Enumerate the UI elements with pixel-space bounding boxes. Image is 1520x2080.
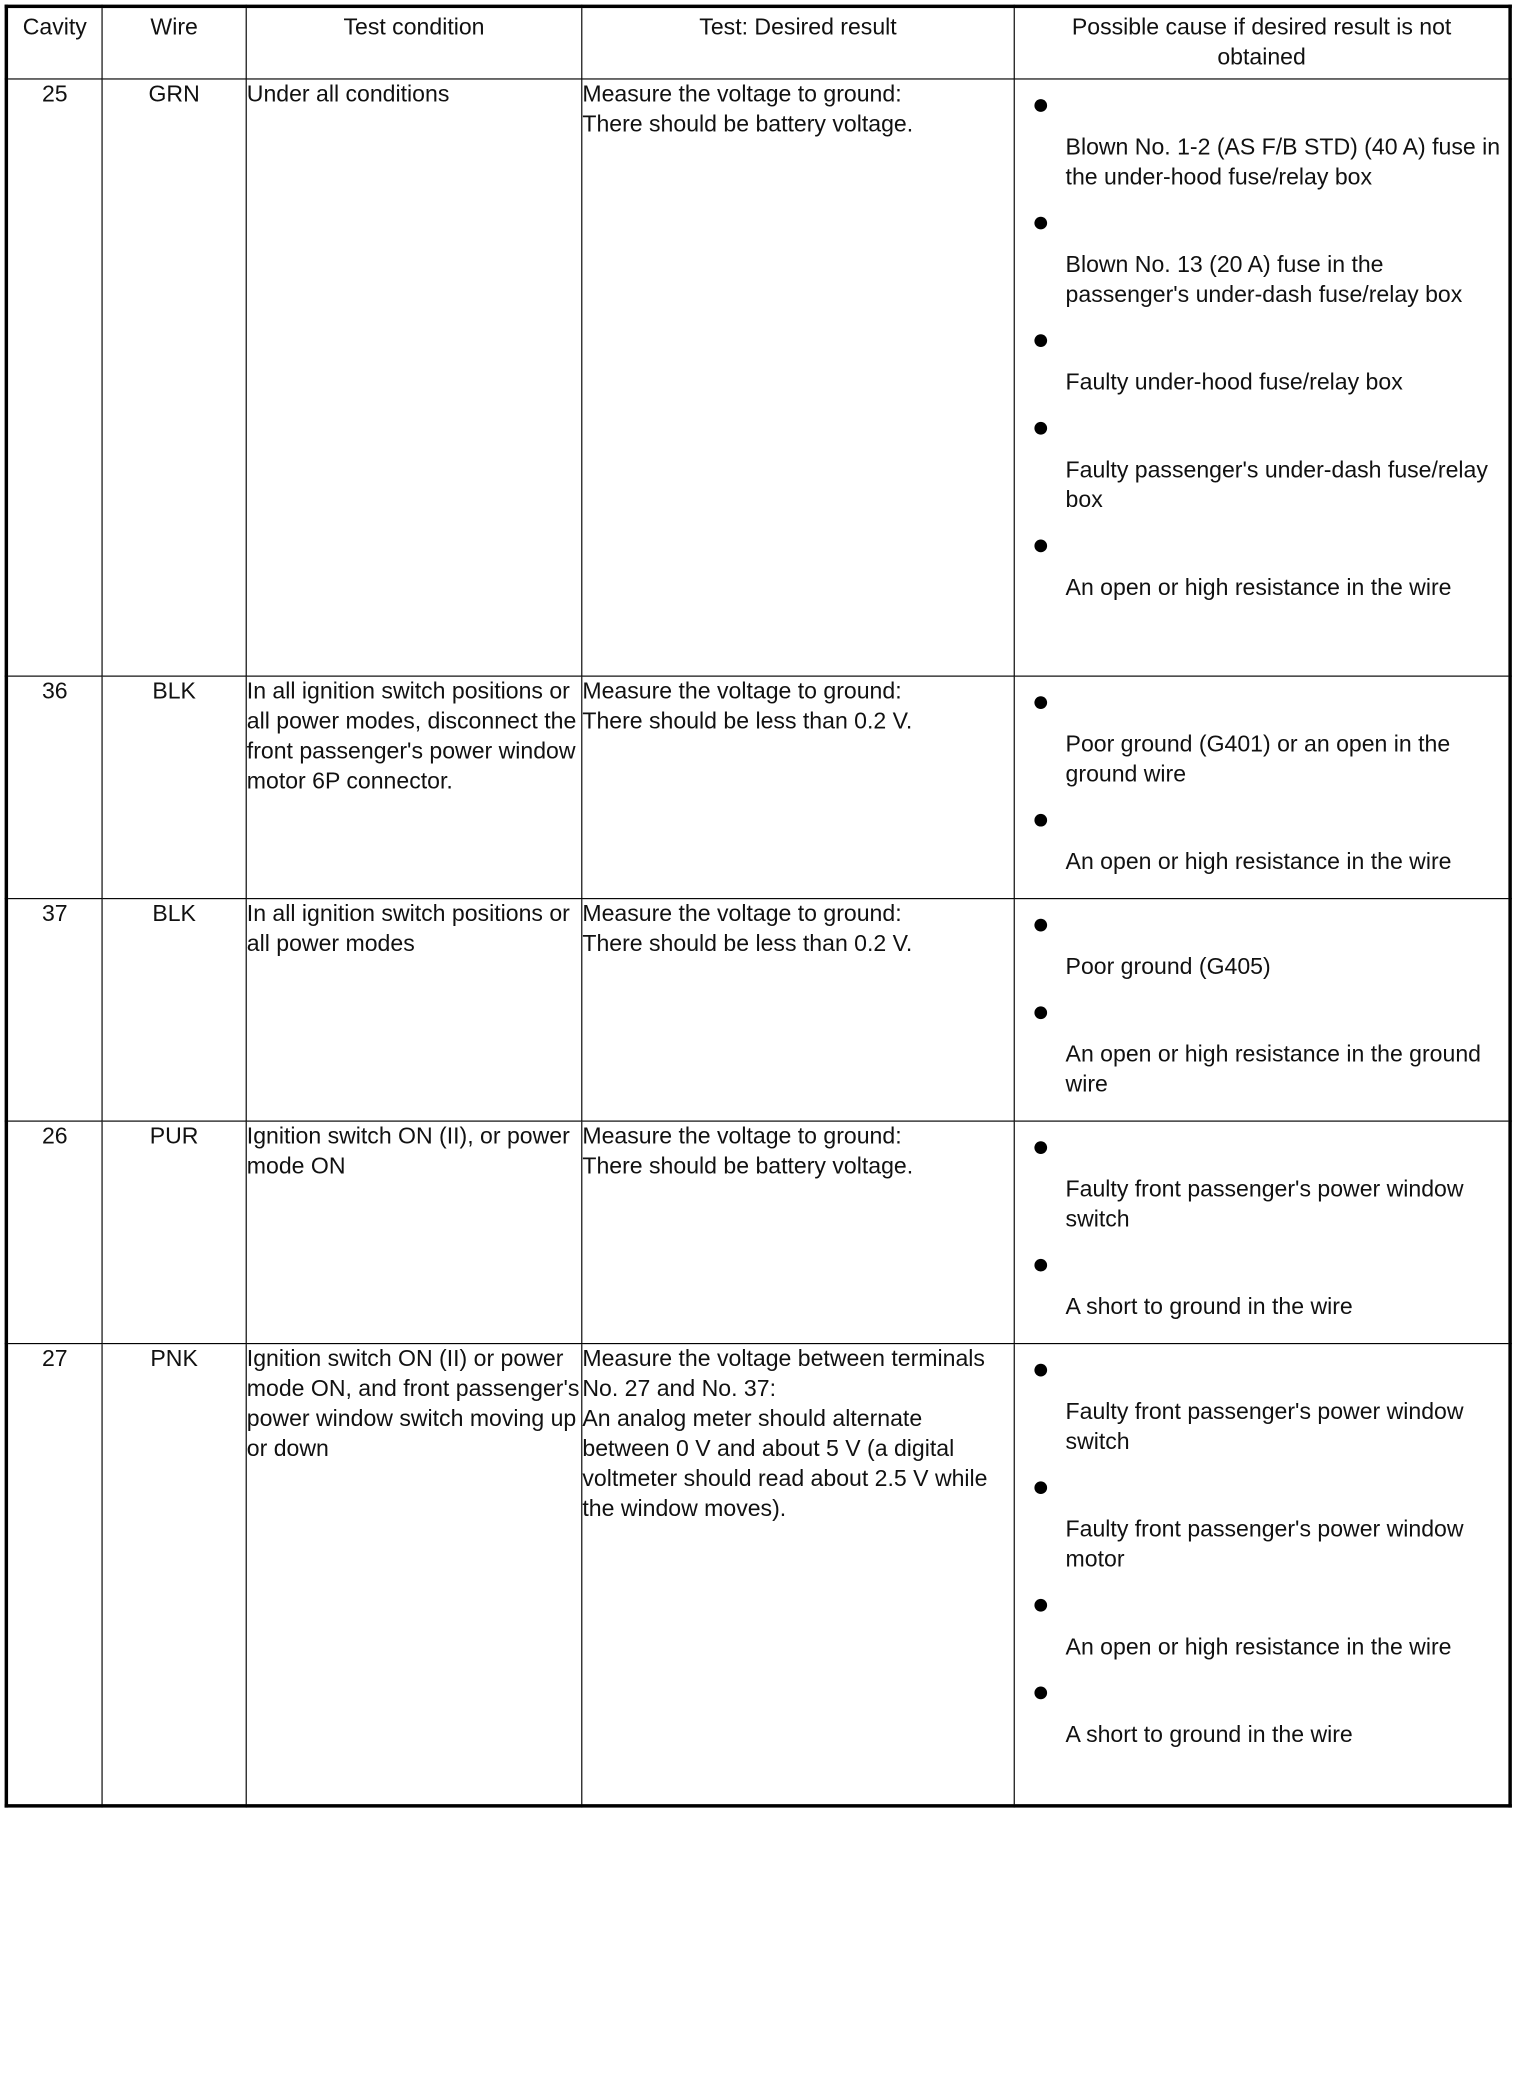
cause-text: An open or high resistance in the wire bbox=[1065, 575, 1452, 601]
cause-text: Poor ground (G405) bbox=[1065, 954, 1271, 980]
test-condition-cell: Ignition switch ON (II) or power mode ON, and front passenger's power window switch moving up or down bbox=[246, 1344, 582, 1806]
header-wire: Wire bbox=[102, 6, 246, 79]
cause-text: An open or high resistance in the wire bbox=[1065, 849, 1452, 875]
list-item bbox=[1015, 1235, 1509, 1323]
bullet-icon bbox=[1034, 1364, 1047, 1377]
bullet-icon bbox=[1034, 217, 1047, 230]
header-test-condition: Test condition bbox=[246, 6, 582, 79]
list-item bbox=[1015, 982, 1509, 1100]
diagnostic-table bbox=[5, 5, 1512, 1808]
header-possible-cause: Possible cause if desired result is not obtained bbox=[1014, 6, 1510, 79]
desired-result-cell: Measure the voltage to ground: There should be battery voltage. bbox=[582, 79, 1014, 676]
cause-text: Blown No. 1-2 (AS F/B STD) (40 A) fuse in the under-hood fuse/relay box bbox=[1065, 134, 1501, 191]
cavity-cell: 37 bbox=[6, 899, 102, 1121]
possible-cause-cell bbox=[1014, 899, 1510, 1121]
list-item bbox=[1015, 1457, 1509, 1575]
cause-text: A short to ground in the wire bbox=[1065, 1294, 1353, 1320]
list-item bbox=[1015, 1122, 1509, 1235]
cause-list bbox=[1015, 1344, 1509, 1750]
list-item bbox=[1015, 80, 1509, 193]
list-item bbox=[1015, 899, 1509, 982]
list-item bbox=[1015, 515, 1509, 603]
cause-list bbox=[1015, 677, 1509, 878]
list-item bbox=[1015, 310, 1509, 398]
cause-text: Faulty passenger's under-dash fuse/relay box bbox=[1065, 457, 1488, 513]
bullet-icon bbox=[1034, 334, 1047, 347]
cause-list bbox=[1015, 80, 1509, 603]
list-item bbox=[1015, 790, 1509, 878]
cause-text: Faulty under-hood fuse/relay box bbox=[1065, 370, 1403, 396]
cavity-cell: 25 bbox=[6, 79, 102, 676]
wire-cell: PNK bbox=[102, 1344, 246, 1806]
cavity-cell: 26 bbox=[6, 1121, 102, 1343]
table-row bbox=[6, 676, 1510, 898]
table-row bbox=[6, 899, 1510, 1121]
bullet-icon bbox=[1034, 99, 1047, 112]
possible-cause-cell bbox=[1014, 79, 1510, 676]
wire-cell: GRN bbox=[102, 79, 246, 676]
cause-text: Blown No. 13 (20 A) fuse in the passenger's under-dash fuse/relay box bbox=[1065, 252, 1463, 308]
possible-cause-cell bbox=[1014, 1344, 1510, 1806]
test-condition-cell: Ignition switch ON (II), or power mode ON bbox=[246, 1121, 582, 1343]
bullet-icon bbox=[1034, 540, 1047, 553]
list-item bbox=[1015, 1575, 1509, 1663]
desired-result-cell: Measure the voltage to ground: There should be less than 0.2 V. bbox=[582, 899, 1014, 1121]
bullet-icon bbox=[1034, 1141, 1047, 1154]
test-condition-cell: Under all conditions bbox=[246, 79, 582, 676]
bullet-icon bbox=[1034, 1599, 1047, 1612]
cause-text: An open or high resistance in the wire bbox=[1065, 1634, 1452, 1661]
header-desired-result: Test: Desired result bbox=[582, 6, 1014, 79]
bullet-icon bbox=[1034, 919, 1047, 932]
table-row bbox=[6, 1121, 1510, 1343]
list-item bbox=[1015, 677, 1509, 790]
bullet-icon bbox=[1034, 1481, 1047, 1494]
wire-cell: PUR bbox=[102, 1121, 246, 1343]
possible-cause-cell bbox=[1014, 676, 1510, 898]
list-item bbox=[1015, 193, 1509, 311]
desired-result-cell: Measure the voltage between terminals No. 27 and No. 37: An analog meter should alternate between 0 V and about 5 V (a digital voltmeter should read about 2.5 V while the window moves). bbox=[582, 1344, 1014, 1806]
bullet-icon bbox=[1034, 1259, 1047, 1272]
bullet-icon bbox=[1034, 422, 1047, 435]
table-row bbox=[6, 79, 1510, 676]
cause-text: A short to ground in the wire bbox=[1065, 1722, 1353, 1748]
bullet-icon bbox=[1034, 696, 1047, 709]
cause-text: Poor ground (G401) or an open in the ground wire bbox=[1065, 732, 1451, 788]
list-item bbox=[1015, 1662, 1509, 1750]
possible-cause-cell bbox=[1014, 1121, 1510, 1343]
desired-result-cell: Measure the voltage to ground: There should be less than 0.2 V. bbox=[582, 676, 1014, 898]
cause-text: Faulty front passenger's power window switch bbox=[1065, 1177, 1464, 1233]
test-condition-cell: In all ignition switch positions or all power modes bbox=[246, 899, 582, 1121]
cause-list bbox=[1015, 899, 1509, 1100]
cavity-cell: 27 bbox=[6, 1344, 102, 1806]
bullet-icon bbox=[1034, 1006, 1047, 1019]
cause-text: Faulty front passenger's power window switch bbox=[1065, 1399, 1464, 1455]
cause-text: Faulty front passenger's power window motor bbox=[1065, 1517, 1464, 1573]
list-item bbox=[1015, 398, 1509, 516]
bullet-icon bbox=[1034, 1687, 1047, 1700]
table-header-row bbox=[6, 6, 1510, 79]
desired-result-cell: Measure the voltage to ground: There should be battery voltage. bbox=[582, 1121, 1014, 1343]
test-condition-cell: In all ignition switch positions or all power modes, disconnect the front passenger's power window motor 6P connector. bbox=[246, 676, 582, 898]
wire-cell: BLK bbox=[102, 899, 246, 1121]
list-item bbox=[1015, 1344, 1509, 1457]
cause-text: An open or high resistance in the ground wire bbox=[1065, 1042, 1481, 1098]
bullet-icon bbox=[1034, 814, 1047, 827]
header-cavity: Cavity bbox=[6, 6, 102, 79]
table-row bbox=[6, 1344, 1510, 1806]
cavity-cell: 36 bbox=[6, 676, 102, 898]
wire-cell: BLK bbox=[102, 676, 246, 898]
cause-list bbox=[1015, 1122, 1509, 1323]
